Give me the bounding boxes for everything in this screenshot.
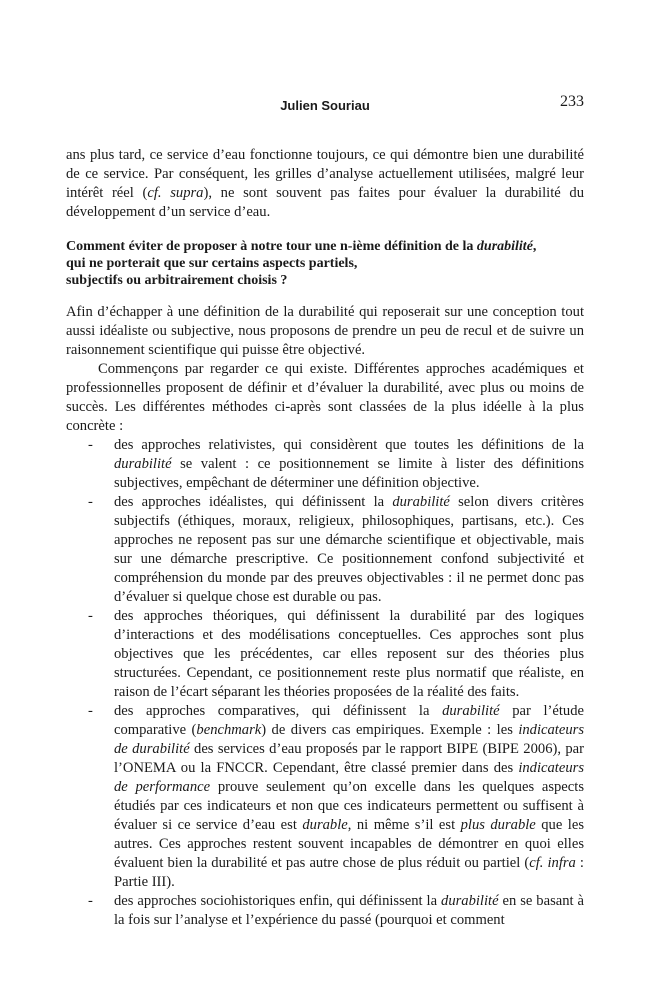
heading-line: qui ne porterait que sur certains aspects partiels, — [66, 256, 358, 271]
text-run: ), ne sont souvent pas faites pour évaluer la durabilité du développement d’un service d’eau. — [66, 185, 584, 220]
approaches-list — [66, 436, 584, 930]
list-item: - des approches relativistes, qui considèrent que toutes les définitions de la durabilité se valent : ce positionnement se limite à lister des définitions subjectives, empêchant de déterminer une définition objective. — [88, 437, 584, 491]
running-header — [66, 92, 584, 116]
list-dash: - — [88, 893, 93, 909]
body-paragraph: Afin d’échapper à une définition de la durabilité qui reposerait sur une conception tout aussi idéaliste ou subjective, nous proposons de prendre un peu de recul et de suivre un raisonnement scientifique qui puisse être objectivé. — [66, 304, 584, 358]
emphasis-run: durabilité — [442, 703, 500, 719]
running-author: Julien Souriau — [280, 98, 370, 113]
emphasis-run: indicateurs de performance — [114, 760, 584, 795]
heading-line: subjectifs ou arbitrairement choisis ? — [66, 273, 288, 288]
emphasis-run: durabilité — [441, 893, 499, 909]
text-run: ans plus tard, ce service d’eau fonctionne toujours, ce qui démontre bien une durabilité de ce service. Par conséquent, les grilles d’analyse actuellement utilisées, malgré leur intérêt réel ( — [66, 147, 584, 201]
section-heading — [66, 238, 584, 289]
intro-paragraph — [66, 146, 584, 222]
emphasis-run: cf. infra — [529, 855, 576, 871]
document-page — [66, 92, 584, 930]
list-dash: - — [88, 703, 93, 719]
list-item: - des approches comparatives, qui définissent la durabilité par l’étude comparative (benchmark) de divers cas empiriques. Exemple : les indicateurs de durabilité des services d’eau proposés par le rapport BIPE (BIPE 2006), par l’ONEMA ou la FNCCR. Cependant, être classé premier dans des indicateurs de performance prouve seulement qu’on excelle dans les quelques aspects étudiés par ces indicateurs et non que ces indicateurs permettent ou suffisent à évaluer si ce service d’eau est durable, ni même s’il est plus durable que les autres. Ces approches restent souvent incapables de démontrer en quoi elles évaluent bien la durabilité et pas autre chose de plus réduit ou partiel (cf. infra : Partie III). — [88, 703, 585, 890]
list-item: - des approches théoriques, qui définissent la durabilité par des logiques d’interactions et des modélisations conceptuelles. Ces approches sont plus objectives que les précédentes, car elles reposent sur des théories plus structurées. Cependant, ce positionnement reste plus normatif que réaliste, en raison de l’écart séparant les théories proposées de la réalité des faits. — [88, 608, 584, 700]
list-item: - des approches sociohistoriques enfin, qui définissent la durabilité en se basant à la fois sur l’analyse et l’expérience du passé (pourquoi et comment — [88, 893, 584, 928]
emphasis-run: durabilité — [392, 494, 450, 510]
page-number: 233 — [560, 93, 584, 110]
emphasis-run: indicateurs de durabilité — [114, 722, 584, 757]
heading-line: Comment éviter de proposer à notre tour une n-ième définition de la durabilité, — [66, 239, 537, 254]
emphasis-run: durabilité — [114, 456, 172, 472]
emphasis-run: cf. supra — [147, 185, 204, 201]
body-paragraph: Commençons par regarder ce qui existe. Différentes approches académiques et professionnelles proposent de définir et d’évaluer la durabilité, avec plus ou moins de succès. Les différentes méthodes ci-après sont classées de la plus idéelle à la plus concrète : — [66, 361, 584, 434]
list-dash: - — [88, 608, 93, 624]
list-item: - des approches idéalistes, qui définissent la durabilité selon divers critères subjectifs (éthiques, moraux, religieux, philosophiques, partisans, etc.). Ces approches ne reposent pas sur une démarche scientifique et objectivable, mais sur une démarche prescriptive. Ce positionnement confond subjectivité et compréhension du monde par des preuves objectivables : il ne permet donc pas d’évaluer si quelque chose est durable ou pas. — [88, 494, 584, 605]
emphasis-run: benchmark — [196, 722, 262, 738]
list-dash: - — [88, 437, 93, 453]
emphasis-run: durabilité — [476, 239, 533, 254]
emphasis-run: durable — [302, 817, 348, 833]
list-dash: - — [88, 494, 93, 510]
emphasis-run: plus durable — [460, 817, 536, 833]
